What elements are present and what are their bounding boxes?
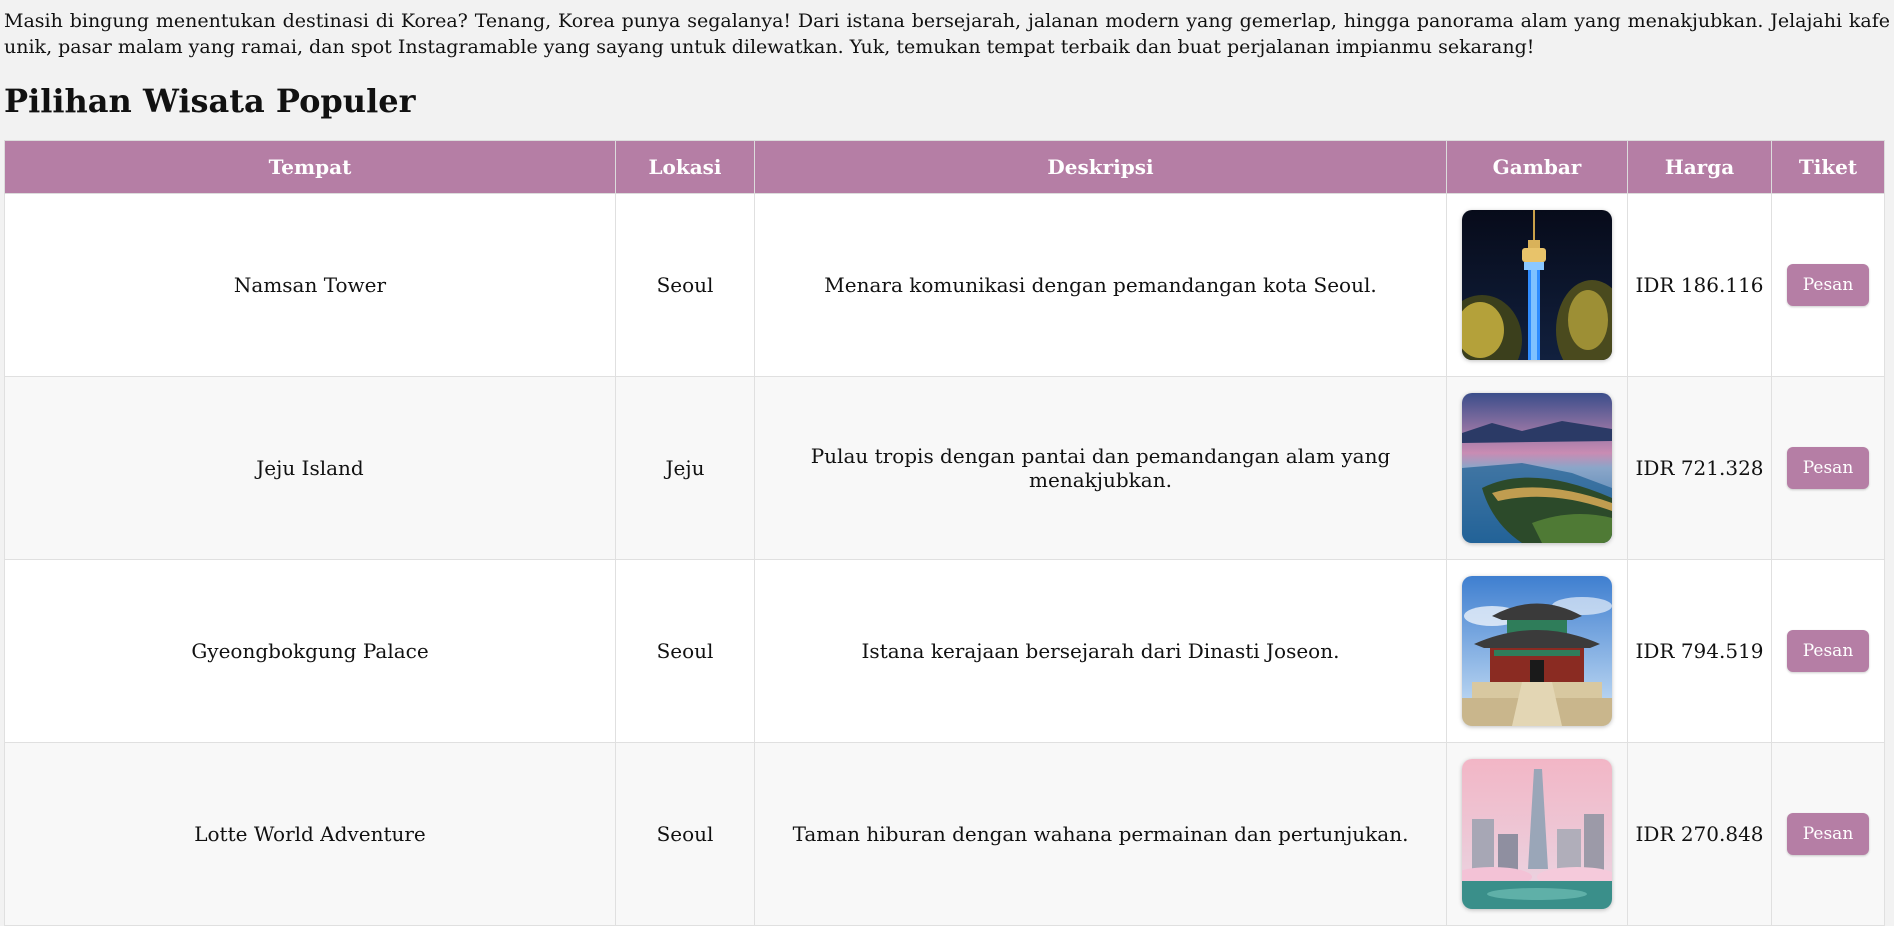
location-cell: Seoul bbox=[616, 743, 755, 926]
attractions-table bbox=[4, 140, 1885, 926]
table-row bbox=[5, 743, 1885, 926]
description-cell: Menara komunikasi dengan pemandangan kota Seoul. bbox=[755, 194, 1447, 377]
price-cell: IDR 186.116 bbox=[1628, 194, 1772, 377]
palace-image bbox=[1462, 576, 1612, 726]
ticket-cell bbox=[1772, 377, 1885, 560]
header-tempat: Tempat bbox=[5, 141, 616, 194]
image-cell bbox=[1447, 377, 1628, 560]
location-cell: Seoul bbox=[616, 194, 755, 377]
header-deskripsi: Deskripsi bbox=[755, 141, 1447, 194]
price-cell: IDR 794.519 bbox=[1628, 560, 1772, 743]
description-cell: Istana kerajaan bersejarah dari Dinasti Joseon. bbox=[755, 560, 1447, 743]
header-gambar: Gambar bbox=[1447, 141, 1628, 194]
price-cell: IDR 270.848 bbox=[1628, 743, 1772, 926]
location-cell: Seoul bbox=[616, 560, 755, 743]
pesan-button[interactable]: Pesan bbox=[1787, 630, 1869, 672]
image-cell bbox=[1447, 560, 1628, 743]
table-row bbox=[5, 560, 1885, 743]
image-cell bbox=[1447, 743, 1628, 926]
intro-paragraph: Masih bingung menentukan destinasi di Korea? Tenang, Korea punya segalanya! Dari istana bersejarah, jalanan modern yang gemerlap, hingga panorama alam yang menakjubkan. Jelajahi kafe unik, pasar malam yang ramai, dan spot Instagramable yang sayang untuk dilewatkan. Yuk, temukan tempat terbaik dan buat perjalanan impianmu sekarang! bbox=[4, 10, 1890, 58]
namsan-tower-image bbox=[1462, 210, 1612, 360]
image-cell bbox=[1447, 194, 1628, 377]
lotte-world-image bbox=[1462, 759, 1612, 909]
pesan-button[interactable]: Pesan bbox=[1787, 813, 1869, 855]
table-row bbox=[5, 377, 1885, 560]
pesan-button[interactable]: Pesan bbox=[1787, 264, 1869, 306]
ticket-cell bbox=[1772, 560, 1885, 743]
header-tiket: Tiket bbox=[1772, 141, 1885, 194]
table-row bbox=[5, 194, 1885, 377]
place-cell: Jeju Island bbox=[5, 377, 616, 560]
place-cell: Lotte World Adventure bbox=[5, 743, 616, 926]
ticket-cell bbox=[1772, 743, 1885, 926]
price-cell: IDR 721.328 bbox=[1628, 377, 1772, 560]
location-cell: Jeju bbox=[616, 377, 755, 560]
description-cell: Pulau tropis dengan pantai dan pemandangan alam yang menakjubkan. bbox=[755, 377, 1447, 560]
table-header-row bbox=[5, 141, 1885, 194]
place-cell: Gyeongbokgung Palace bbox=[5, 560, 616, 743]
pesan-button[interactable]: Pesan bbox=[1787, 447, 1869, 489]
ticket-cell bbox=[1772, 194, 1885, 377]
description-cell: Taman hiburan dengan wahana permainan dan pertunjukan. bbox=[755, 743, 1447, 926]
header-harga: Harga bbox=[1628, 141, 1772, 194]
jeju-island-image bbox=[1462, 393, 1612, 543]
section-heading: Pilihan Wisata Populer bbox=[4, 82, 416, 120]
place-cell: Namsan Tower bbox=[5, 194, 616, 377]
header-lokasi: Lokasi bbox=[616, 141, 755, 194]
